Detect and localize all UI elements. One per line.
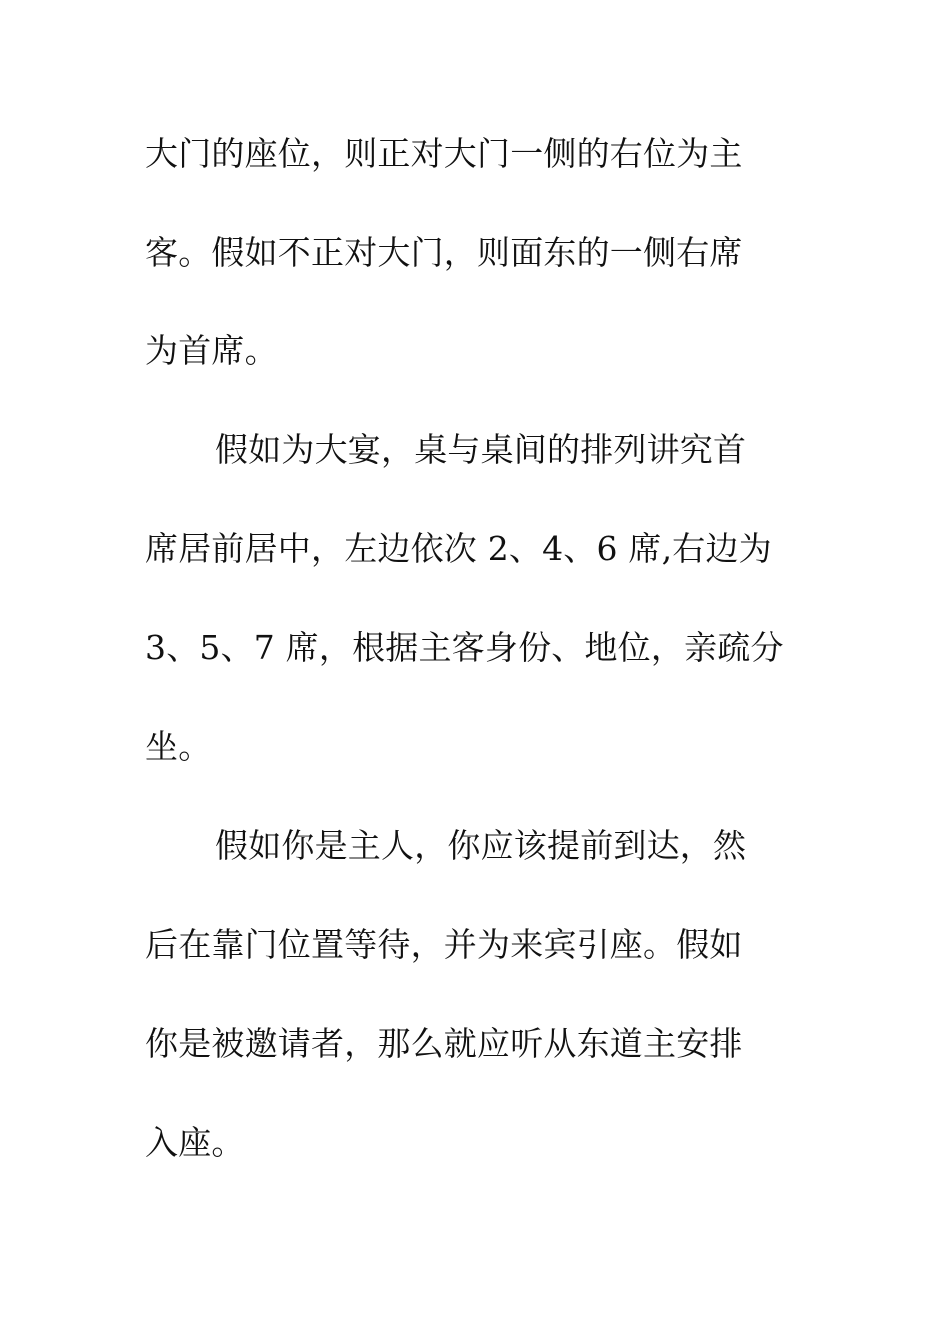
text-line: 客。假如不正对大门，则面东的一侧右席 <box>145 233 743 272</box>
text-line: 3、5、7 席，根据主客身份、地位，亲疏分 <box>145 628 784 667</box>
text-line: 席居前居中，左边依次 2、4、6 席,右边为 <box>145 529 772 568</box>
text-line: 为首席。 <box>145 331 278 370</box>
text-line: 坐。 <box>145 727 212 766</box>
text-line: 大门的座位，则正对大门一侧的右位为主 <box>145 134 743 173</box>
text-line: 你是被邀请者，那么就应听从东道主安排 <box>145 1024 743 1063</box>
text-line: 入座。 <box>145 1123 245 1162</box>
paragraph-first-line: 假如你是主人，你应该提前到达，然 <box>215 826 747 865</box>
text-line: 后在靠门位置等待，并为来宾引座。假如 <box>145 925 743 964</box>
paragraph-first-line: 假如为大宴，桌与桌间的排列讲究首 <box>215 430 747 469</box>
